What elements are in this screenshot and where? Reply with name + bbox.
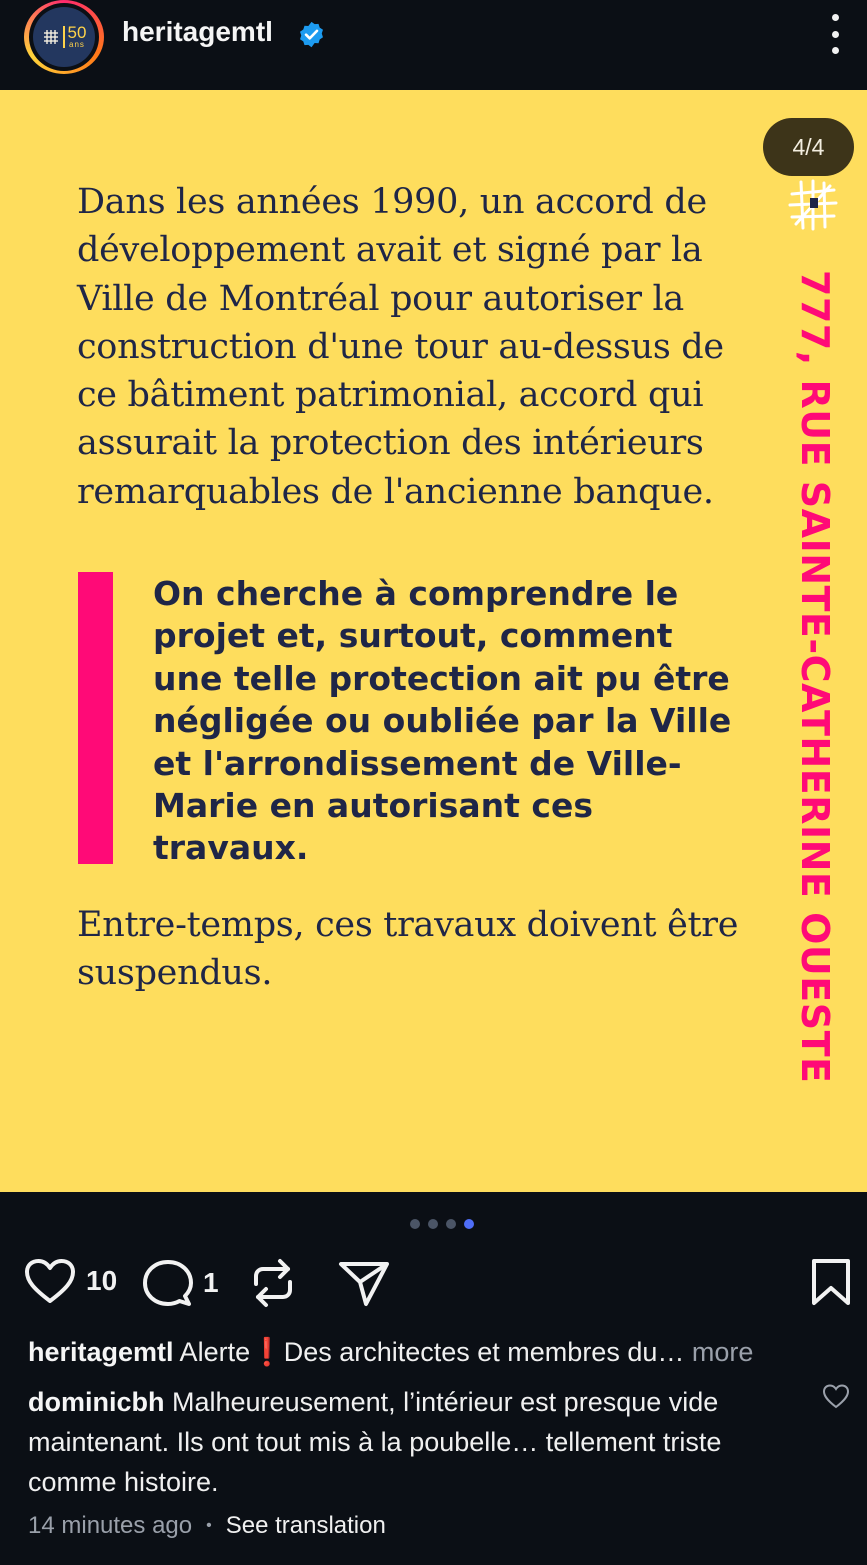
comment-button[interactable] bbox=[143, 1258, 219, 1308]
heart-icon bbox=[24, 1258, 76, 1304]
caption-username[interactable]: heritagemtl bbox=[28, 1337, 174, 1367]
username[interactable]: heritagemtl bbox=[122, 16, 273, 47]
repost-icon bbox=[250, 1258, 296, 1308]
send-icon bbox=[338, 1258, 390, 1308]
like-button[interactable] bbox=[24, 1258, 117, 1304]
comment-item bbox=[28, 1382, 788, 1502]
post-header bbox=[0, 0, 867, 90]
comment-body: Malheureusement, l’intérieur est presque vide maintenant. Ils ont tout mis à la poubelle… tellement triste comme histoire. bbox=[28, 1387, 722, 1497]
pagination-dot-active bbox=[464, 1219, 474, 1229]
pagination-dot bbox=[446, 1219, 456, 1229]
save-button[interactable] bbox=[810, 1258, 852, 1306]
heritage-logo-icon bbox=[42, 28, 60, 46]
share-button[interactable] bbox=[338, 1258, 390, 1308]
post-paragraph-1: Dans les années 1990, un accord de développement avait et signé par la Ville de Montréal pour autoriser la construction d'une tour au-dessus de ce bâtiment patrimonial, accord qui assurait la protection des intérieurs remarquables de l'ancienne banque. bbox=[77, 182, 724, 512]
post-paragraph-2: Entre-temps, ces travaux doivent être suspendus. bbox=[77, 905, 739, 994]
pagination-dot bbox=[428, 1219, 438, 1229]
pagination-dot bbox=[410, 1219, 420, 1229]
caption-text: Alerte❗Des architectes et membres du… bbox=[173, 1337, 685, 1367]
comment-like-icon[interactable] bbox=[822, 1383, 850, 1409]
more-options-icon[interactable] bbox=[824, 14, 846, 54]
quote-bar bbox=[78, 572, 113, 864]
heritage-logo-icon bbox=[786, 178, 840, 232]
more-link[interactable]: more bbox=[684, 1337, 754, 1367]
comment-icon bbox=[143, 1258, 193, 1308]
carousel-pagination bbox=[410, 1219, 474, 1229]
bookmark-icon bbox=[810, 1258, 852, 1306]
repost-button[interactable] bbox=[250, 1258, 296, 1308]
avatar[interactable] bbox=[29, 3, 99, 71]
comment-username[interactable]: dominicbh bbox=[28, 1387, 165, 1417]
post-caption[interactable] bbox=[28, 1333, 848, 1371]
post-meta bbox=[28, 1512, 386, 1540]
verified-badge-icon bbox=[297, 20, 326, 49]
timestamp: 14 minutes ago bbox=[28, 1512, 193, 1539]
like-count: 10 bbox=[86, 1265, 118, 1296]
comment-count: 1 bbox=[203, 1267, 219, 1298]
post-quote: On cherche à comprendre le projet et, surtout, comment une telle protection ait pu être négligée ou oubliée par la Ville et l'arrondissement de Ville-Marie en autorisant ces travaux. bbox=[153, 574, 732, 868]
see-translation-link[interactable]: See translation bbox=[225, 1512, 386, 1539]
slide-counter: 4/4 bbox=[763, 118, 854, 176]
meta-separator: • bbox=[206, 1517, 212, 1534]
post-side-title: 777, RUE SAINTE-CATHERINE OUESTE bbox=[793, 270, 837, 1084]
avatar-label: 50 ans bbox=[67, 23, 87, 49]
